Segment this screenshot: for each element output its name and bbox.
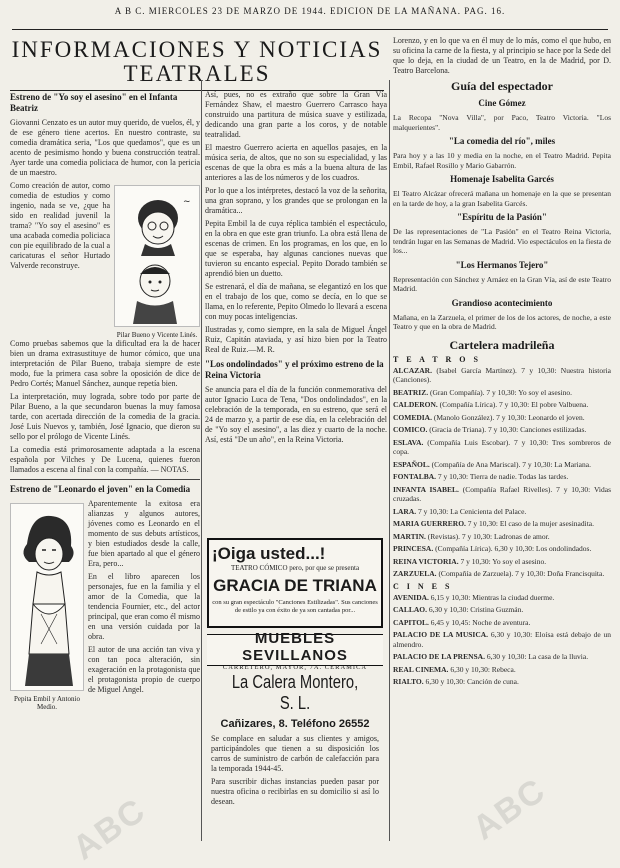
listing-details: 7 y 10,30: La Cenicienta del Palace. xyxy=(418,506,527,516)
listing-entry xyxy=(393,472,611,482)
article-paragraph: Se anuncia para el día de la función conmemorativa del autor Ignacio Luca de Tena, "Dos ondolindados", en la celebración de la temporada, en su estreno, que será el 24 de marzo y, a partir de ese día, en la celebración del de "Yo soy el asesino", a las diez y cuarto de la noche. Así, está "De un año", en la Reina Victoria. xyxy=(205,385,387,444)
guia-item-title: Grandioso acontecimiento xyxy=(451,297,553,308)
article-paragraph: La interpretación, muy lograda, sobre todo por parte de Pilar Bueno, a la que secundaron buenas la muy famosa tarde, con acertada dirección de la comedia de la gracia. José Luis Nuevos y, también, José Ignacio, que dieron su sello por el prólogo de Vicente Linés. xyxy=(10,392,200,441)
listing-details: (Gran Compañía). 7 y 10,30: Yo soy el asesino. xyxy=(429,387,573,397)
listing-venue: FONTALBA. xyxy=(393,472,438,481)
listing-venue: COMEDIA. xyxy=(393,412,434,422)
ad-title: GRACIA DE TRIANA xyxy=(213,576,377,595)
listing-entry xyxy=(393,665,611,675)
listing-venue: CALDERON. xyxy=(393,400,440,409)
listing-details: (Revistas). 7 y 10,30: Ladronas de amor. xyxy=(427,531,550,541)
article-paragraph: Aparentemente la exitosa era alianzas y algunos autores, jóvenes como es Leonardo en el momento de sus debuts artísticos, y bien estudiados desde la calle, fue bien apartado al que el género Era, pero... xyxy=(88,499,200,568)
listing-details: (Isabel García Martínez). 7 y 10,30: Nuestra historia (Canciones). xyxy=(393,365,611,384)
listing-venue: MARTIN. xyxy=(393,531,428,541)
teatros-label: T E A T R O S xyxy=(393,354,481,364)
section-title xyxy=(10,38,384,91)
article-paragraph: Como pruebas sabemos que la dificultad era la de hacer bien un drama extrasustituye de humor cómico, que una interpretación de Pilar Bueno, trabaja siempre de este modo, fue la primera casa sobre la oposición de dice de Pedro Cortés; Manuel Sánchez, aunque repetía bien. xyxy=(10,339,200,388)
article-paragraph: Se estrenará, el día de mañana, se elegantizó en los que en el trabajo de los que, como se decía, en lo que se llama, en lo referente, Pepito Olmedo lo llevará a escena con muy pocas inteligencias. xyxy=(205,282,387,321)
article-paragraph: En el libro aparecen los personajes, fue en la familia y el amor de la Comedia, que la tendencia Fournier, etc., del actor principal, que eran como él mismo en una versión cuidada por la obra. xyxy=(88,572,200,641)
article-paragraph: Pepita Embil la de cuya réplica también el espectáculo, en la obra en que este gran triunfo. La obra está llena de escenas de crimen. En los programas, en los que, en lo que se esperaba, hay algunas canciones nuevas que tuvieron su encanto especial. Pepito Dorado también se aprendió bien un duetto. xyxy=(205,219,387,278)
listing-details: 7 y 10,30: Yo soy el asesino. xyxy=(460,556,547,566)
listing-details: (Compañía Luis Escobar). 7 y 10,30: Tres sombreros de copa. xyxy=(393,437,611,456)
listing-details: (Gracia de Triana). 7 y 10,30: Canciones estilizadas. xyxy=(429,425,587,434)
listing-venue: INFANTA ISABEL. xyxy=(393,484,463,494)
listing-entry xyxy=(393,544,611,554)
listing-entry xyxy=(393,438,611,457)
watermark-logo: ABC xyxy=(66,790,154,868)
page-footer xyxy=(0,843,620,863)
listing-entry xyxy=(393,677,611,687)
article-paragraph: El autor de una acción tan viva y con tan poca alteración, sin exageración en la protagonista que el protagonista propio de cuerpo de Miguel Angel. xyxy=(88,645,200,694)
ad-body: Para suscribir dichas instancias pueden pasar por nuestra oficina o recibirlas en su domicilio si así lo desean. xyxy=(211,777,379,806)
advertisement-gracia-de-triana xyxy=(207,538,383,628)
article-paragraph: El maestro Guerrero acierta en aquellos pasajes, en la música seria, de altos, que no son su especialidad, y las escenas de que la obra es más a la buena altura de las anteriores a las de los números y de los cuadros. xyxy=(205,143,387,182)
svg-text:~: ~ xyxy=(183,197,191,207)
listing-details: (Manolo González). 7 y 10,30: Leonardo el joven. xyxy=(433,412,585,422)
guia-item-title: Cine Gómez xyxy=(478,98,526,108)
listing-venue: REINA VICTORIA. xyxy=(393,556,461,566)
listing-details: (Compañía Lírica). 6,30 y 10,30: Los ondolindados. xyxy=(435,544,592,553)
column-2 xyxy=(205,90,387,533)
cartelera-title: Cartelera madrileña xyxy=(449,337,555,352)
listing-venue: PALACIO DE LA MUSICA. xyxy=(393,630,491,639)
listing-entry xyxy=(393,630,611,649)
guia-list xyxy=(393,98,611,332)
article-divider xyxy=(10,479,200,480)
listing-details: 6,15 y 10,30: Mientras la ciudad duerme. xyxy=(430,592,555,602)
cines-label: C I N E S xyxy=(393,581,453,591)
guia-item-title: "La comedia del río", miles xyxy=(448,136,556,146)
listing-details: 6,30 y 10,30: Canción de cuna. xyxy=(425,677,519,686)
section-title-text: INFORMACIONES Y NOTICIAS TEATRALES xyxy=(11,37,383,86)
article-paragraph: Por lo que a los intérpretes, destacó la voz de la señorita, una gran soprano, y los grandes que se prolongan en la dramática... xyxy=(205,186,387,215)
caricature-caption: Pepita Embil y Antonio Medio. xyxy=(14,695,80,711)
listing-entry xyxy=(393,388,611,398)
watermark-logo: ABC xyxy=(466,770,554,848)
listing-venue: ESPAÑOL. xyxy=(393,459,432,469)
listing-details: 7 y 10,30: Tierra de nadie. Todas las tardes. xyxy=(437,472,569,481)
article-paragraph: Lorenzo, y en lo que va en él muy de lo más, como el que hubo, en su oficina la carne de la fiesta, y al principio se hace por la Sede del que lo deja, en la ciudad de un Teatro, en la de Madrid, por D. Teatro Barcelona. xyxy=(393,36,611,75)
guia-item-title: "Los Hermanos Tejero" xyxy=(455,259,549,270)
listing-details: 6,45 y 10,45: Noche de aventura. xyxy=(430,617,531,627)
listing-entry xyxy=(393,460,611,470)
running-head-rule xyxy=(12,29,608,30)
listing-entry xyxy=(393,413,611,423)
caricature-illustration xyxy=(114,185,200,327)
listing-entry xyxy=(393,485,611,504)
guia-title: Guía del espectador xyxy=(451,79,553,93)
listing-details: (Compañía de Zarzuela). 7 y 10,30: Doña Francisquita. xyxy=(438,569,605,578)
article-headline: "Los ondolindados" y el próximo estreno de la Reina Victoria xyxy=(205,359,384,380)
listing-venue: MARIA GUERRERO. xyxy=(393,519,468,528)
column-1 xyxy=(10,90,200,841)
caricature-illustration xyxy=(10,503,84,691)
listing-details: 6,30 y 10,30: Rebeca. xyxy=(450,664,516,674)
listing-details: 6,30 y 10,30: La casa de la lluvia. xyxy=(486,652,589,661)
listing-entry xyxy=(393,366,611,385)
listing-entry xyxy=(393,507,611,517)
listing-venue: COMICO. xyxy=(393,425,430,434)
listing-venue: ESLAVA. xyxy=(393,437,428,447)
listing-entry xyxy=(393,593,611,603)
listing-entry xyxy=(393,569,611,579)
caricature-drawing xyxy=(115,186,200,326)
running-head-text: A B C. MIERCOLES 23 DE MARZO DE 1944. EDICION DE LA MAÑANA. PAG. 16. xyxy=(114,6,506,16)
listing-entry xyxy=(393,400,611,410)
article-headline: Estreno de "Yo soy el asesino" en el Infanta Beatriz xyxy=(10,92,178,113)
article-paragraph: Así, pues, no es extraño que sobre la Gran Vía Fernández Shaw, el maestro Guerrero Carrasco haya construido una partitura de música suave y estilizada, dedicando una gran parte a los coros, y de notable teatralidad. xyxy=(205,90,387,139)
guia-item-text: Mañana, en la Zarzuela, el primer de los de los actores, de noche, a este Teatro y que en la obra de Madrid. xyxy=(393,312,611,331)
listing-venue: REAL CINEMA. xyxy=(393,664,451,674)
guia-item-title: Homenaje Isabelita Garcés xyxy=(450,174,554,184)
caricature-caption: Pilar Bueno y Vicente Linés. xyxy=(116,331,198,339)
column-3 xyxy=(393,36,611,841)
article-paragraph: La comedia está primorosamente adaptada a la escena española por Vilches y De Lucena, quienes fueron llamados a escena al final con la compañía. — NOTAS. xyxy=(10,445,200,474)
listing-details: 6,30 y 10,30: Cristina Guzmán. xyxy=(428,605,524,614)
listing-details: 6,30 y 10,30: Eloísa está debajo de un almendro. xyxy=(393,630,611,649)
cines-list xyxy=(393,593,611,687)
guia-item-title: "Espíritu de la Pasión" xyxy=(457,212,547,222)
listing-venue: BEATRIZ. xyxy=(393,387,430,397)
listing-entry xyxy=(393,618,611,628)
listing-venue: CALLAO. xyxy=(393,605,429,614)
ad-headline: ¡Oiga usted...! xyxy=(212,544,326,563)
article-paragraph: Como creación de autor, como comedia de estudios y como ingenio, nada se ve, ¿que ha sido en realidad juvenil la trama? "Yo soy el asesino" es una acabada comedia policiaca con pie equilibrado de la cual a caricaturas el señor Hurtado Valverde reconstruye. xyxy=(10,181,110,270)
guia-item-text: Para hoy y a las 10 y media en la noche, en el Teatro Madrid. Pepita Embil, Rafael Rosillo y Mario Gabarrón. xyxy=(393,151,611,170)
running-head xyxy=(12,4,608,34)
guia-item-text: El Teatro Alcázar ofrecerá mañana un homenaje en la que se presentan en la tarde de hoy, a la gran Isabelita Garcés. xyxy=(393,189,611,208)
article-headline: Estreno de "Leonardo el joven" en la Comedia xyxy=(10,484,191,494)
column-divider xyxy=(201,80,202,841)
article-paragraph: Ilustradas y, como siempre, en la sala de Miguel Ángel Ruiz, Capitán ataviada, y así hizo bien por la Teatro Real de Ruiz.—M. R. xyxy=(205,325,387,354)
listing-venue: ZARZUELA. xyxy=(393,569,439,578)
caricature-drawing xyxy=(11,504,84,690)
teatros-list xyxy=(393,366,611,579)
ad-body: Se complace en saludar a sus clientes y amigos, participándoles que tienen a su disposición los carros de suministro de carbón de calefacción para la temporada 1944-45. xyxy=(211,734,379,773)
ad-company-name: La Calera Montero, S. L. xyxy=(231,672,359,713)
listing-entry xyxy=(393,425,611,435)
listing-entry xyxy=(393,519,611,529)
ad-line: con su gran espectáculo "Canciones Estilizadas". Sus canciones de estilo ya con éxito de ya son cantadas por... xyxy=(212,599,378,614)
listing-venue: AVENIDA. xyxy=(393,592,431,602)
listing-details: (Compañía de Ana Mariscal). 7 y 10,30: La Mariana. xyxy=(431,459,591,469)
listing-entry xyxy=(393,557,611,567)
listing-entry xyxy=(393,652,611,662)
guia-item-text: La Recopa "Nova Villa", por Paco, Teatro Victoria. "Los malquerientes". xyxy=(393,113,611,132)
ad-address: CARRETERO, MAYOR, 7A. CERAMICA xyxy=(222,663,368,671)
guia-item-text: Representación con Sánchez y Arnáez en la Gran Vía, así de este Teatro Madrid. xyxy=(393,274,611,293)
advertisement-calera-montero xyxy=(207,629,383,839)
ad-banner xyxy=(207,629,383,671)
ad-phone: Cañizares, 8. Teléfono 26552 xyxy=(220,718,370,730)
listing-details: (Compañía Rafael Rivelles). 7 y 10,30: Vidas cruzadas. xyxy=(393,484,611,503)
column-divider xyxy=(389,80,390,841)
listing-entry xyxy=(393,532,611,542)
listing-venue: RIALTO. xyxy=(393,677,426,686)
listing-venue: CAPITOL. xyxy=(393,617,431,627)
listing-venue: ALCAZAR. xyxy=(393,365,437,375)
guia-item-text: De las representaciones de "La Pasión" en el Teatro Reina Victoria, tendrán lugar en las Semanas de Madrid. Vio espectáculos en la fiesta de los... xyxy=(393,227,611,255)
listing-venue: PALACIO DE LA PRENSA. xyxy=(393,652,487,661)
listing-details: (Compañía Lírica). 7 y 10,30: El pobre Valbuena. xyxy=(439,400,589,409)
listing-venue: LARA. xyxy=(393,506,419,516)
listing-entry xyxy=(393,605,611,615)
listing-venue: PRINCESA. xyxy=(393,544,436,553)
ad-line: TEATRO CÓMICO pero, por que se presenta xyxy=(230,564,360,572)
listing-details: 7 y 10,30: El caso de la mujer asesinadita. xyxy=(467,519,595,528)
ad-title: MUEBLES SEVILLANOS xyxy=(242,629,348,664)
article-paragraph: Giovanni Cenzato es un autor muy querido, de vuelos, él, y de ese género tiene acertos. En nuestro contraste, su comedia dramática seria, "Los que quedamos", que es un acento de pesimismo hondo y buena construcción teatral. Ayer tarde una comedia policiaca de humor, con la pericia de un maestro. xyxy=(10,118,200,177)
